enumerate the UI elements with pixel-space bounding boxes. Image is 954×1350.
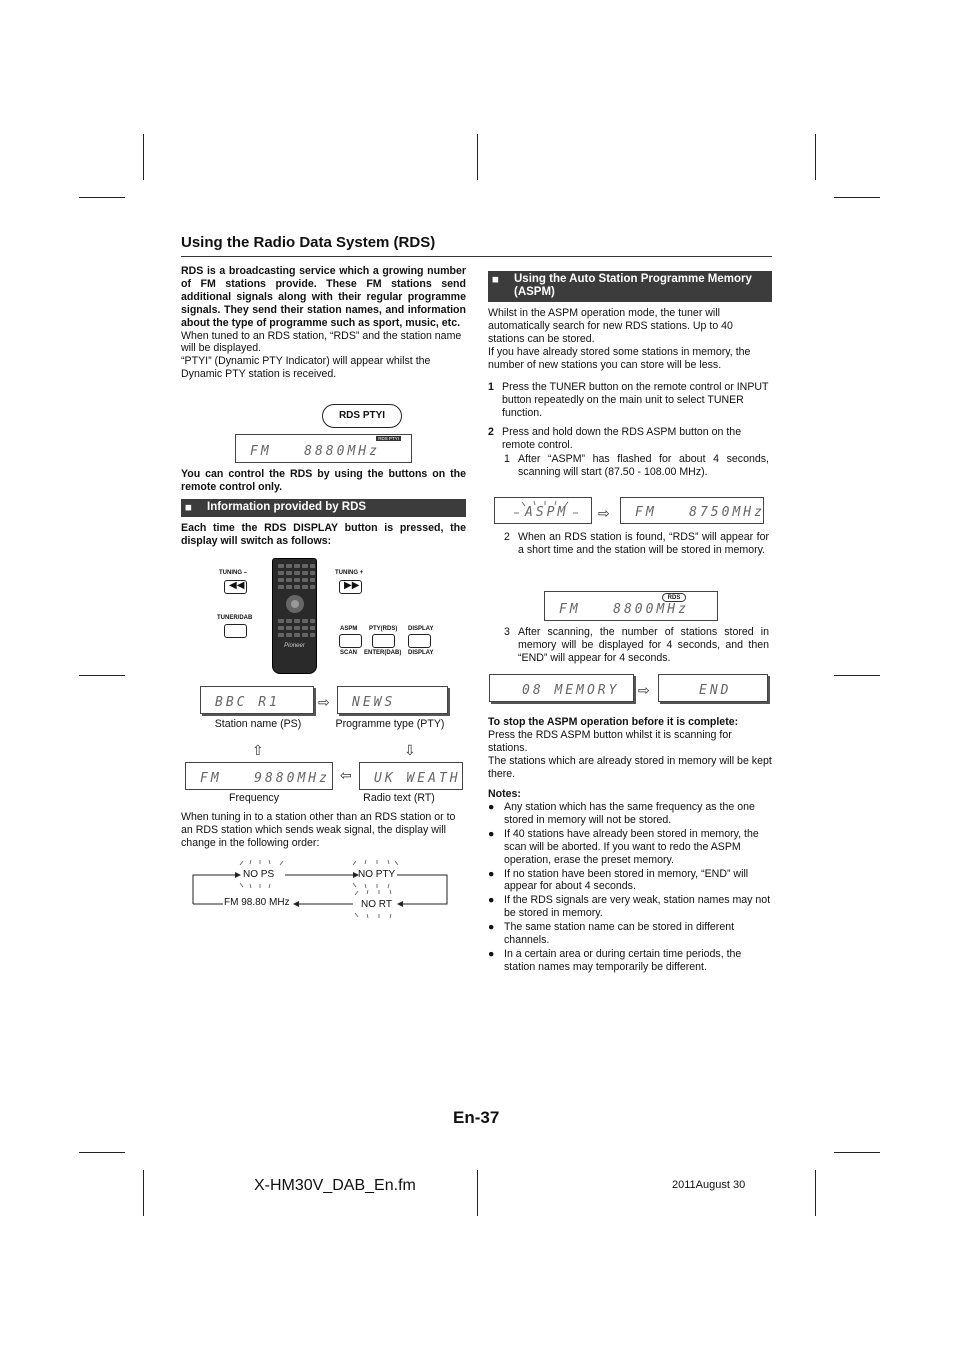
display-label: DISPLAY <box>408 626 434 632</box>
lcd-aspm <box>494 497 592 524</box>
step-1-text: Press the TUNER button on the remote control or INPUT button repeatedly on the main unit to select TUNER function. <box>502 381 769 419</box>
crop-mark <box>834 197 880 198</box>
page-number: En-37 <box>453 1108 500 1127</box>
bullet-icon: ● <box>488 921 495 934</box>
lcd-frequency <box>185 762 333 790</box>
crop-mark <box>143 1170 144 1216</box>
bullet-icon: ● <box>488 867 495 880</box>
lcd-frequency-text: FM 9880MHz <box>200 771 330 786</box>
intro-bold: RDS is a broadcasting service which a growing number of FM stations provide. These FM stations send additional signals along with their regular programme signals. They send their station names, and information about the type of programme such as sport, music, etc. <box>181 265 466 329</box>
fast-forward-icon: ▶▶ <box>344 580 360 591</box>
sub-step-1-number: 1 <box>504 453 510 465</box>
display-button[interactable] <box>408 634 431 648</box>
lcd-memory <box>489 674 634 702</box>
aspm-intro-p2: If you have already stored some stations in memory, the number of new stations you can store will be less. <box>488 345 751 371</box>
sub-step-3-text: After scanning, the number of stations stored in memory will be displayed for 4 seconds, and then “END” will appear for 4 seconds. <box>518 626 769 664</box>
crop-mark <box>834 675 880 676</box>
footer-filename: X-HM30V_DAB_En.fm <box>254 1177 416 1194</box>
arrow-right-icon: ⇨ <box>598 505 610 521</box>
lcd-memory-text: 08 MEMORY <box>522 683 620 698</box>
crop-mark <box>477 134 478 180</box>
square-icon: ■ <box>185 502 192 514</box>
note-item <box>488 828 772 867</box>
title-rule <box>181 256 772 257</box>
aspm-intro <box>488 307 772 372</box>
step-2-text: Press and hold down the RDS ASPM button on the remote control. <box>502 426 742 451</box>
crop-mark <box>834 1152 880 1153</box>
flow-no-ps: NO PS <box>243 869 275 880</box>
caption-programme-type: Programme type (PTY) <box>335 718 445 730</box>
note-text: If 40 stations have already been stored in memory, the scan will be aborted. If you want to redo the ASPM operation, erase the preset memory. <box>504 827 759 866</box>
lcd-station-name <box>200 686 314 714</box>
lcd-radio-text-text: UK WEATH <box>374 771 461 786</box>
lcd-programme-type-text: NEWS <box>352 695 396 710</box>
notes-heading: Notes: <box>488 788 521 800</box>
aspm-button[interactable] <box>339 634 362 648</box>
ptyi-lcd <box>235 434 412 463</box>
arrow-up-icon: ⇧ <box>252 742 264 758</box>
section-heading-aspm <box>488 271 772 302</box>
caption-frequency: Frequency <box>228 792 280 804</box>
intro-block <box>181 265 466 381</box>
flow-freq: FM 98.80 MHz <box>224 897 290 908</box>
sub-step-3-number: 3 <box>504 626 510 638</box>
tuner-dab-button[interactable] <box>224 624 247 638</box>
weak-signal-flow-diagram <box>185 858 455 918</box>
arrow-left-icon: ⇦ <box>340 767 352 783</box>
bullet-icon: ● <box>488 894 495 907</box>
note-text: Any station which has the same frequency as the one stored in memory will not be stored. <box>504 801 755 826</box>
step-2-number: 2 <box>488 426 494 438</box>
pty-rds-label: PTY(RDS) <box>369 626 398 632</box>
pty-rds-button[interactable] <box>372 634 395 648</box>
flow-no-rt: NO RT <box>361 899 392 910</box>
tuning-plus-label: TUNING + <box>335 570 364 576</box>
sub-step-3 <box>488 626 769 665</box>
lcd-station-name-text: BBC R1 <box>215 695 280 710</box>
stop-p2: The stations which are already stored in memory will be kept there. <box>488 754 772 780</box>
ptyi-bubble-label: RDS PTYI <box>338 410 386 421</box>
note-text: The same station name can be stored in different channels. <box>504 921 735 947</box>
arrow-down-icon: ⇩ <box>404 742 416 758</box>
lcd-fm880 <box>544 591 718 621</box>
crop-mark <box>79 675 125 676</box>
bullet-icon: ● <box>488 947 495 960</box>
section-heading-rds-info <box>181 499 466 517</box>
sub-step-2-text: When an RDS station is found, “RDS” will appear for a short time and the station will be stored in memory. <box>518 531 769 556</box>
crop-mark <box>815 134 816 180</box>
section-heading-text: Information provided by RDS <box>207 501 367 513</box>
page-title: Using the Radio Data System (RDS) <box>181 234 436 251</box>
tuning-plus-button[interactable] <box>339 580 362 594</box>
note-item <box>488 948 772 974</box>
step-2 <box>488 426 772 452</box>
remote-buttons-graphic <box>273 559 318 675</box>
lcd-fm880-text: FM 8800MHz <box>559 602 689 617</box>
lcd-aspm-text: ASPM <box>525 505 569 520</box>
lcd-end-text: END <box>699 683 732 698</box>
enter-dab-label: ENTER(DAB) <box>364 650 402 656</box>
stop-heading: To stop the ASPM operation before it is complete: <box>488 716 739 728</box>
arrow-right-icon: ⇨ <box>638 682 650 698</box>
control-note: You can control the RDS by using the buttons on the remote control only. <box>181 468 466 493</box>
tuning-minus-button[interactable] <box>224 580 247 594</box>
note-text: In a certain area or during certain time periods, the station names may temporarily be different. <box>504 947 742 973</box>
section-heading-text: Using the Auto Station Programme Memory (ASPM) <box>514 273 752 298</box>
rewind-icon: ◀◀ <box>229 580 245 591</box>
lcd-fm875 <box>620 497 764 524</box>
step-1-number: 1 <box>488 381 494 393</box>
sub-step-2-number: 2 <box>504 531 510 543</box>
scan-label: SCAN <box>340 650 358 656</box>
sub-step-1-text: After “ASPM” has flashed for about 4 seconds, scanning will start (87.50 - 108.00 MHz). <box>518 453 769 478</box>
remote-control-image <box>272 558 317 674</box>
lcd-end <box>658 674 768 702</box>
lcd-radio-text <box>359 762 463 790</box>
tuner-dab-label: TUNER/DAB <box>217 615 253 621</box>
ptyi-tag: RDS PTYI <box>378 436 399 441</box>
note-text: If no station have been stored in memory, “END” will appear for about 4 seconds. <box>504 867 749 893</box>
lcd-programme-type <box>337 686 448 714</box>
flow-no-pty: NO PTY <box>358 869 396 880</box>
section1-intro: Each time the RDS DISPLAY button is pressed, the display will switch as follows: <box>181 522 466 547</box>
crop-mark <box>79 1152 125 1153</box>
lcd-fm875-text: FM 8750MHz <box>635 505 765 520</box>
notes-list <box>488 801 772 975</box>
note-item <box>488 801 772 827</box>
aspm-intro-p1: Whilst in the ASPM operation mode, the tuner will automatically search for new RDS stations. Up to 40 stations can be stored. <box>488 307 733 345</box>
footer-date: 2011August 30 <box>672 1179 746 1191</box>
crop-mark <box>79 197 125 198</box>
note-item <box>488 894 772 920</box>
crop-mark <box>815 1170 816 1216</box>
sub-step-2 <box>488 531 769 557</box>
aspm-label: ASPM <box>340 626 358 632</box>
arrow-right-icon: ⇨ <box>318 694 330 710</box>
rds-tag: RDS <box>662 593 686 602</box>
caption-station-name: Station name (PS) <box>214 718 302 730</box>
crop-mark <box>477 1170 478 1216</box>
ptyi-bubble <box>322 404 402 428</box>
stop-p1: Press the RDS ASPM button whilst it is scanning for stations. <box>488 728 732 754</box>
square-icon: ■ <box>492 274 499 286</box>
note-item <box>488 868 772 894</box>
display2-label: DISPLAY <box>408 650 434 656</box>
stop-aspm-block <box>488 716 772 781</box>
bullet-icon: ● <box>488 801 495 813</box>
bullet-icon: ● <box>488 827 495 840</box>
note-item <box>488 921 772 947</box>
caption-radio-text: Radio text (RT) <box>363 792 435 804</box>
remote-brand: Pioneer <box>284 643 305 649</box>
step-1 <box>488 381 772 420</box>
tuning-minus-label: TUNING – <box>219 570 248 576</box>
intro-p1: When tuned to an RDS station, “RDS” and the station name will be displayed. <box>181 329 462 355</box>
sub-step-1 <box>488 453 769 479</box>
weak-signal-text: When tuning in to a station other than an RDS station or to an RDS station which sends weak signal, the display will change in the following order: <box>181 811 456 849</box>
note-text: If the RDS signals are very weak, station names may not be stored in memory. <box>504 894 771 920</box>
crop-mark <box>143 134 144 180</box>
ptyi-lcd-text: FM 8880MHz <box>250 444 380 459</box>
intro-p2: “PTYI” (Dynamic PTY Indicator) will appear whilst the Dynamic PTY station is received. <box>181 355 431 381</box>
